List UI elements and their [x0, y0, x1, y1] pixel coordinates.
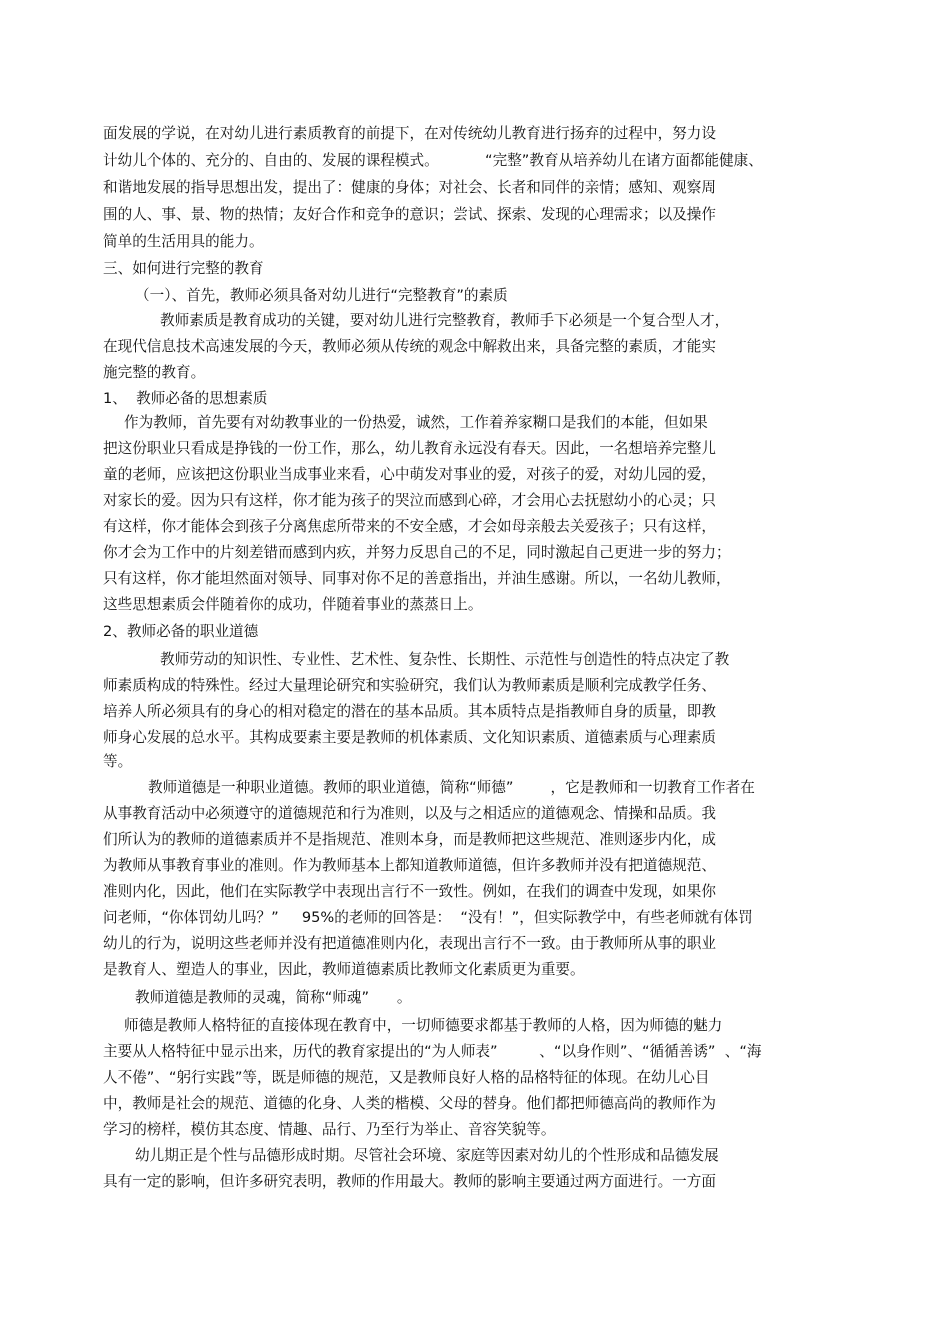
text-line: 教师劳动的知识性、专业性、艺术性、复杂性、长期性、示范性与创造性的特点决定了教 — [160, 651, 730, 668]
subsection-heading: （一）、首先，教师必须具备对幼儿进行“完整教育”的素质 — [135, 287, 508, 304]
text-line: 对家长的爱。因为只有这样，你才能为孩子的哭泣而感到心碎，才会用心去抚慰幼小的心灵；只 — [103, 492, 716, 509]
text-line: 童的老师，应该把这份职业当成事业来看，心中萌发对事业的爱，对孩子的爱，对幼儿园的爱， — [103, 466, 716, 483]
numbered-heading: 2、教师必备的职业道德 — [103, 623, 259, 640]
text-line: 师德是教师人格特征的直接体现在教育中，一切师德要求都基于教师的人格，因为师德的魅力 — [124, 1017, 723, 1034]
text-line: 和谐地发展的指导思想出发，提出了：健康的身体；对社会、长者和同伴的亲情；感知、观察周 — [103, 179, 716, 196]
text-line: 中，教师是社会的规范、道德的化身、人类的楷模、父母的替身。他们都把师德高尚的教师作为 — [103, 1095, 716, 1112]
text-line: 从事教育活动中必须遵守的道德规范和行为准则，以及与之相适应的道德观念、情操和品质。我 — [103, 805, 716, 822]
text-line: 主要从人格特征中显示出来，历代的教育家提出的“为人师表” 、“以身作则”、“循循善诱” 、“海 — [103, 1043, 762, 1060]
text-line: 学习的榜样，模仿其态度、情趣、品行、乃至行为举止、音容笑貌等。 — [103, 1121, 556, 1138]
text-line: 问老师，“你体罚幼儿吗？” 95%的老师的回答是： “没有！”，但实际教学中，有些老师就有体罚 — [103, 909, 753, 926]
text-line: 教师道德是一种职业道德。教师的职业道德，简称“师德” ，它是教师和一切教育工作者在 — [148, 779, 755, 796]
text-line: 幼儿的行为，说明这些老师并没有把道德准则内化，表现出言行不一致。由于教师所从事的职业 — [103, 935, 716, 952]
text-line: 这些思想素质会伴随着你的成功，伴随着事业的蒸蒸日上。 — [103, 596, 483, 613]
text-line: 为教师从事教育事业的准则。作为教师基本上都知道教师道德，但许多教师并没有把道德规范、 — [103, 857, 716, 874]
section-heading: 三、如何进行完整的教育 — [103, 260, 264, 277]
text-line: 围的人、事、景、物的热情；友好合作和竞争的意识；尝试、探索、发现的心理需求；以及操作 — [103, 206, 716, 223]
text-line: 计幼儿个体的、充分的、自由的、发展的课程模式。 “完整”教育从培养幼儿在诸方面都能健康、 — [103, 152, 763, 169]
text-line: 师素质构成的特殊性。经过大量理论研究和实验研究，我们认为教师素质是顺利完成教学任务、 — [103, 677, 716, 694]
text-line: 准则内化，因此，他们在实际教学中表现出言行不一致性。例如，在我们的调查中发现，如果你 — [103, 883, 716, 900]
text-line: 面发展的学说，在对幼儿进行素质教育的前提下，在对传统幼儿教育进行扬弃的过程中，努力设 — [103, 125, 716, 142]
text-line: 们所认为的教师的道德素质并不是指规范、准则本身，而是教师把这些规范、准则逐步内化，成 — [103, 831, 716, 848]
text-line: 培养人所必须具有的身心的相对稳定的潜在的基本品质。其本质特点是指教师自身的质量，即教 — [103, 703, 716, 720]
text-line: 把这份职业只看成是挣钱的一份工作，那么，幼儿教育永远没有春天。因此，一名想培养完整儿 — [103, 440, 716, 457]
text-line: 具有一定的影响，但许多研究表明，教师的作用最大。教师的影响主要通过两方面进行。一方面 — [103, 1173, 716, 1190]
text-line: 人不倦”、“躬行实践”等，既是师德的规范，又是教师良好人格的品格特征的体现。在幼儿心目 — [103, 1069, 710, 1086]
numbered-heading: 1、 教师必备的思想素质 — [103, 390, 268, 407]
text-line: 是教育人、塑造人的事业，因此，教师道德素质比教师文化素质更为重要。 — [103, 961, 585, 978]
text-line: 有这样，你才能体会到孩子分离焦虑所带来的不安全感，才会如母亲般去关爱孩子；只有这样， — [103, 518, 716, 535]
text-line: 你才会为工作中的片刻差错而感到内疚，并努力反思自己的不足，同时激起自己更进一步的努力； — [103, 544, 731, 561]
text-line: 教师素质是教育成功的关键，要对幼儿进行完整教育，教师手下必须是一个复合型人才， — [160, 312, 730, 329]
text-line: 简单的生活用具的能力。 — [103, 233, 264, 250]
text-line: 师身心发展的总水平。其构成要素主要是教师的机体素质、文化知识素质、道德素质与心理素质 — [103, 729, 716, 746]
text-line: 等。 — [103, 753, 133, 770]
text-line: 在现代信息技术高速发展的今天，教师必须从传统的观念中解救出来，具备完整的素质，才能实 — [103, 338, 716, 355]
text-line: 教师道德是教师的灵魂，简称“师魂” 。 — [135, 989, 412, 1006]
text-line: 只有这样，你才能坦然面对领导、同事对你不足的善意指出，并油生感谢。所以，一名幼儿教师， — [103, 570, 731, 587]
text-line: 幼儿期正是个性与品德形成时期。尽管社会环境、家庭等因素对幼儿的个性形成和品德发展 — [135, 1147, 719, 1164]
text-line: 作为教师，首先要有对幼教事业的一份热爱，诚然，工作着养家糊口是我们的本能，但如果 — [124, 414, 708, 431]
text-line: 施完整的教育。 — [103, 364, 206, 381]
